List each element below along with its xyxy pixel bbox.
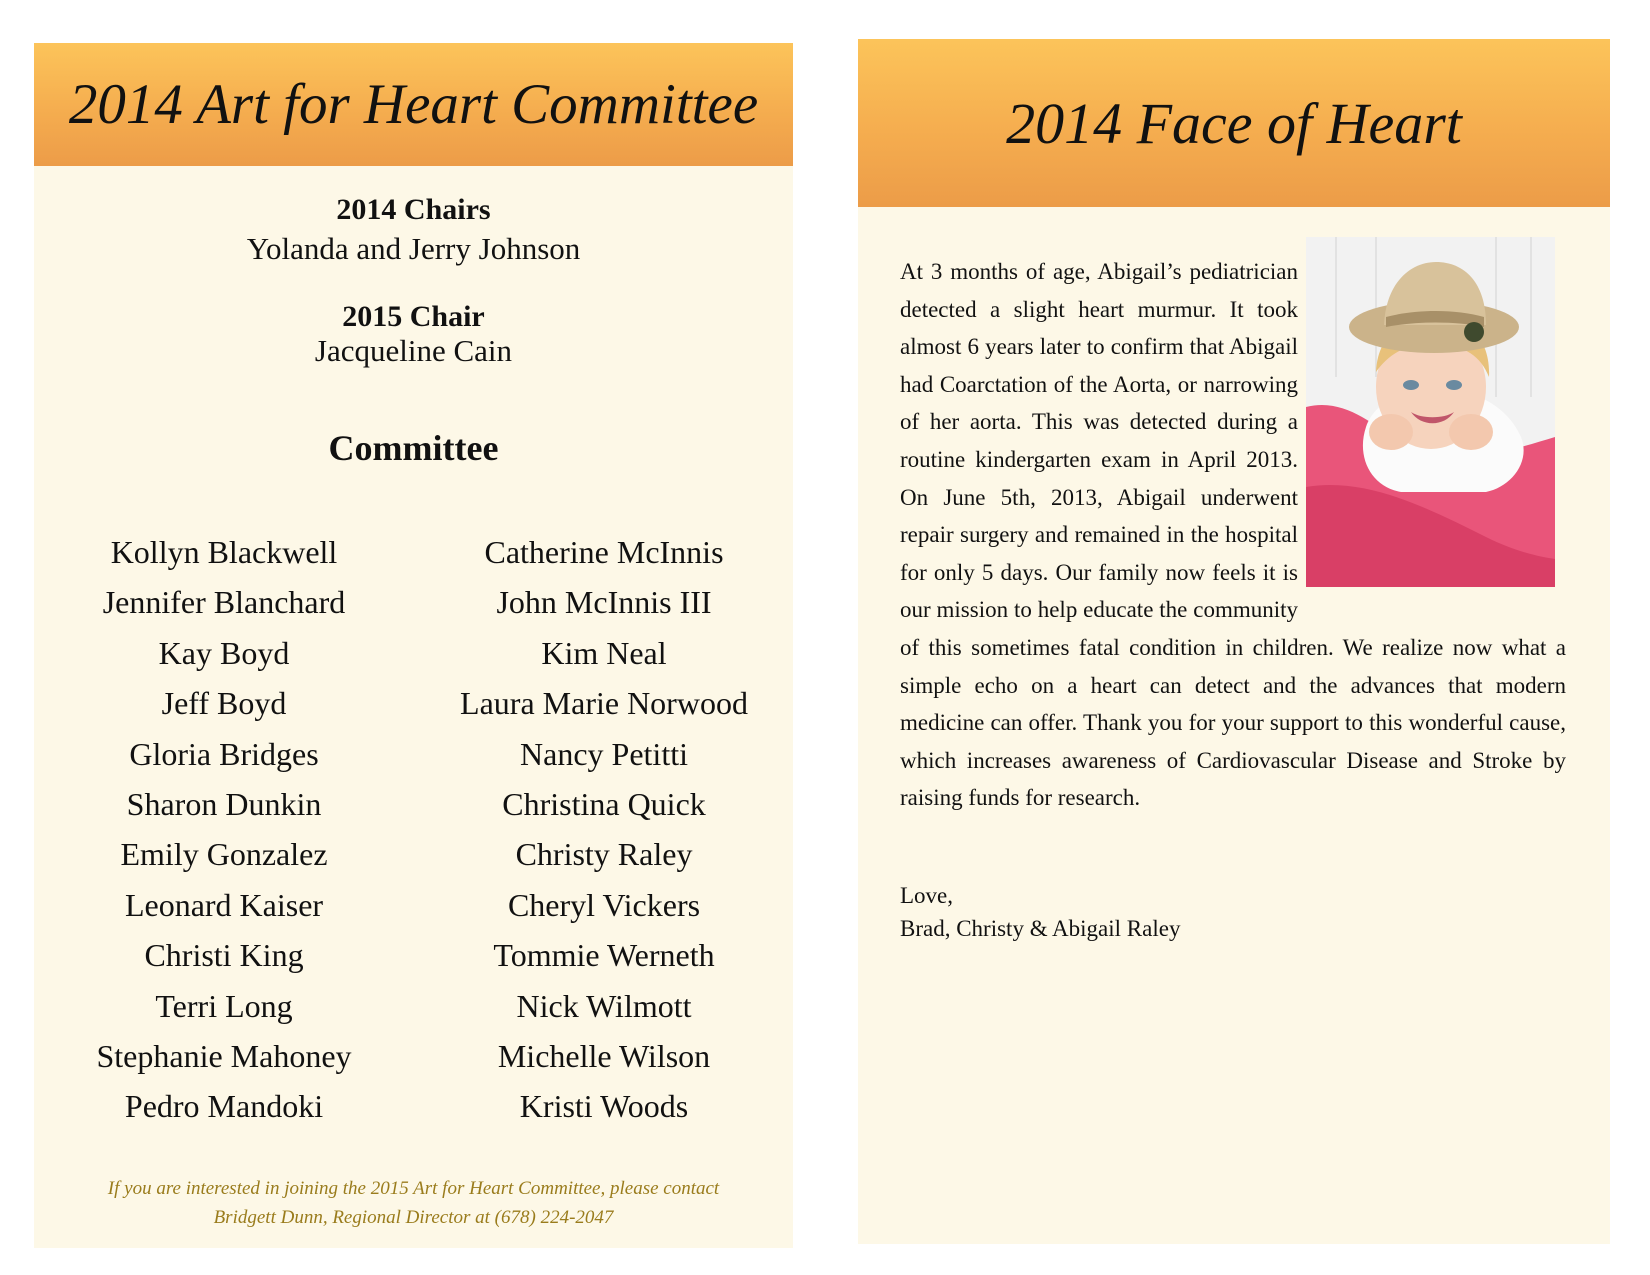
chairs-2014-heading: 2014 Chairs	[336, 193, 491, 226]
chairs-2014-names: Yolanda and Jerry Johnson	[246, 231, 581, 266]
committee-member: Laura Marie Norwood	[460, 685, 748, 722]
chair-2015-block	[34, 300, 793, 369]
photo-wrap-spacer	[1298, 253, 1566, 597]
committee-member: Kollyn Blackwell	[110, 534, 338, 570]
chair-2015-name: Jacqueline Cain	[314, 333, 513, 368]
story-paragraph: At 3 months of age, Abigail’s pediatrician detected a slight heart murmur. It took almost 6 years later to confirm that Abigail had Coarctation of the Aorta, or narrowing of her aorta. This was detected during a routine kindergarten exam in April 2013. On June 5th, 2013, Abigail underwent repair surgery and remained in the hospital for only 5 days. Our family now feels it is our mission to help educate the community of this sometimes fatal condition in children. We realize now what a simple echo on a heart can detect and the advances that modern medicine can offer. Thank you for your support to this wonderful cause, which increases awareness of Cardiovascular Disease and Stroke by raising funds for research.	[900, 259, 1566, 811]
join-committee-note	[34, 1174, 793, 1232]
committee-member: Cheryl Vickers	[507, 886, 701, 923]
committee-member: Sharon Dunkin	[126, 785, 322, 822]
committee-member: Kim Neal	[541, 634, 667, 671]
committee-member: Kay Boyd	[158, 634, 290, 671]
committee-member: Kristi Woods	[519, 1088, 689, 1125]
committee-member: Terri Long	[155, 987, 293, 1024]
committee-member: Gloria Bridges	[129, 735, 319, 772]
chair-2015-heading: 2015 Chair	[342, 300, 485, 333]
committee-member: Christy Raley	[515, 836, 693, 873]
committee-page-title: 2014 Art for Heart Committee	[68, 73, 759, 136]
join-note-line-1: If you are interested in joining the 2015 Art for Heart Committee, please contact	[107, 1178, 720, 1199]
committee-page	[34, 43, 793, 1248]
committee-list-column-2	[424, 527, 784, 1132]
committee-member: Christi King	[144, 937, 304, 974]
committee-member: Emily Gonzalez	[120, 836, 328, 873]
story-text	[900, 253, 1566, 817]
committee-member: Pedro Mandoki	[124, 1088, 324, 1125]
committee-banner	[34, 43, 793, 166]
face-of-heart-banner	[858, 39, 1610, 207]
committee-heading: Committee	[328, 428, 499, 468]
committee-member: John McInnis III	[496, 584, 712, 621]
face-of-heart-title: 2014 Face of Heart	[1006, 90, 1462, 156]
committee-member: Jeff Boyd	[161, 685, 287, 722]
signoff-names: Brad, Christy & Abigail Raley	[900, 916, 1181, 941]
committee-member: Tommie Werneth	[493, 937, 715, 974]
committee-member: Leonard Kaiser	[124, 886, 324, 923]
committee-member: Michelle Wilson	[497, 1037, 711, 1074]
committee-member: Nick Wilmott	[516, 987, 692, 1024]
committee-member: Stephanie Mahoney	[96, 1037, 352, 1074]
signoff-love: Love,	[900, 883, 954, 908]
letter-signoff	[900, 879, 1180, 945]
committee-list-column-1	[49, 527, 399, 1132]
chairs-2014-block	[34, 193, 793, 267]
face-of-heart-page	[858, 39, 1610, 1244]
committee-member: Catherine McInnis	[484, 534, 724, 570]
committee-member: Jennifer Blanchard	[102, 584, 346, 621]
committee-member: Nancy Petitti	[520, 735, 688, 772]
committee-member: Christina Quick	[502, 785, 706, 822]
join-note-line-2: Bridgett Dunn, Regional Director at (678) 224-2047	[213, 1207, 614, 1228]
